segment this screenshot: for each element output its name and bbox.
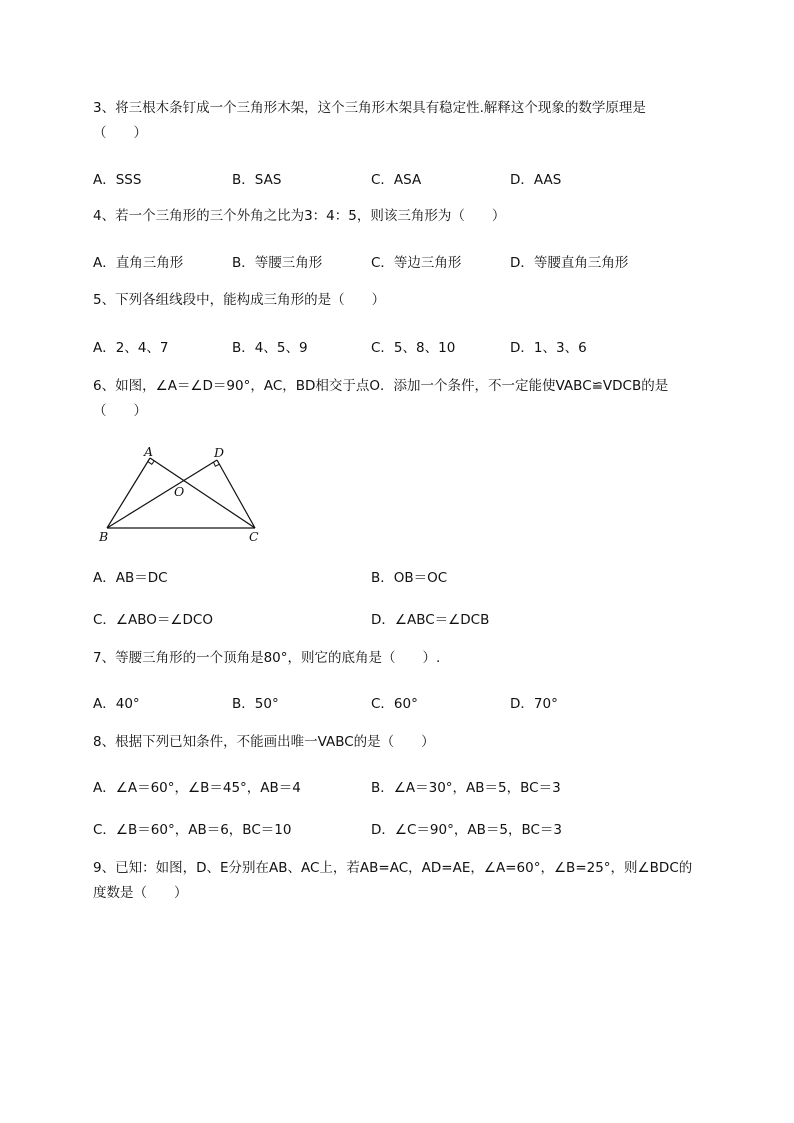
q7-option-b: B．50° bbox=[232, 696, 279, 712]
q6-option-d: D．∠ABC＝∠DCB bbox=[371, 612, 490, 628]
question-7 bbox=[93, 646, 733, 671]
q7-option-c: C．60° bbox=[371, 696, 418, 712]
q3-option-b: B．SAS bbox=[232, 172, 282, 188]
question-8-options-row-1 bbox=[93, 776, 733, 798]
label-d: D bbox=[214, 445, 225, 460]
question-8-options-row-2 bbox=[93, 818, 733, 840]
question-6 bbox=[93, 374, 733, 424]
label-a: A bbox=[144, 444, 154, 459]
question-5 bbox=[93, 288, 733, 313]
label-o: O bbox=[174, 484, 185, 499]
question-8-text: 8、根据下列已知条件，不能画出唯一VABC的是（ ） bbox=[93, 734, 435, 750]
q5-option-d: D．1、3、6 bbox=[510, 340, 587, 356]
triangle-figure bbox=[95, 444, 270, 544]
segment-bd bbox=[107, 460, 217, 528]
question-4-text: 4、若一个三角形的三个外角之比为3：4：5，则该三角形为（ ） bbox=[93, 208, 506, 224]
q5-option-c: C．5、8、10 bbox=[371, 340, 456, 356]
q4-option-d: D．等腰直角三角形 bbox=[510, 255, 629, 271]
label-b: B bbox=[99, 529, 109, 544]
question-9-text-line-2: 度数是（ ） bbox=[93, 885, 188, 901]
segment-dc bbox=[217, 460, 255, 528]
question-6-answer-paren: （ ） bbox=[93, 403, 147, 419]
question-9 bbox=[93, 856, 733, 906]
q3-option-a: A．SSS bbox=[93, 172, 142, 188]
question-7-options bbox=[93, 692, 733, 714]
right-angle-mark-a bbox=[148, 461, 154, 464]
q7-option-a: A．40° bbox=[93, 696, 140, 712]
segment-ab bbox=[107, 458, 150, 528]
q6-option-c: C．∠ABO＝∠DCO bbox=[93, 612, 213, 628]
q8-option-c: C．∠B＝60°，AB＝6，BC＝10 bbox=[93, 822, 292, 838]
q4-option-c: C．等边三角形 bbox=[371, 255, 462, 271]
question-6-options-row-2 bbox=[93, 608, 733, 630]
q4-option-a: A．直角三角形 bbox=[93, 255, 184, 271]
question-3-text: 3、将三根木条钉成一个三角形木架，这个三角形木架具有稳定性.解释这个现象的数学原理是 bbox=[93, 100, 646, 116]
q5-option-b: B．4、5、9 bbox=[232, 340, 308, 356]
q6-option-b: B．OB＝OC bbox=[371, 570, 448, 586]
q4-option-b: B．等腰三角形 bbox=[232, 255, 323, 271]
question-6-text: 6、如图，∠A＝∠D＝90°，AC，BD相交于点O．添加一个条件，不一定能使VABC≌VDCB的是 bbox=[93, 378, 669, 394]
q8-option-b: B．∠A＝30°，AB＝5，BC＝3 bbox=[371, 780, 561, 796]
label-c: C bbox=[249, 529, 259, 544]
q7-option-d: D．70° bbox=[510, 696, 558, 712]
question-8 bbox=[93, 730, 733, 755]
question-3 bbox=[93, 96, 733, 146]
question-6-options-row-1 bbox=[93, 566, 733, 588]
question-4-options bbox=[93, 251, 733, 273]
q3-option-c: C．ASA bbox=[371, 172, 422, 188]
q8-option-d: D．∠C＝90°，AB＝5，BC＝3 bbox=[371, 822, 562, 838]
question-3-options bbox=[93, 168, 733, 190]
q3-option-d: D．AAS bbox=[510, 172, 562, 188]
question-7-text: 7、等腰三角形的一个顶角是80°，则它的底角是（ ）. bbox=[93, 650, 441, 666]
question-4 bbox=[93, 204, 733, 229]
question-9-text: 9、已知：如图，D、E分别在AB、AC上，若AB=AC，AD=AE，∠A=60°，∠B=25°，则∠BDC的 bbox=[93, 860, 693, 876]
question-5-text: 5、下列各组线段中，能构成三角形的是（ ） bbox=[93, 292, 386, 308]
q8-option-a: A．∠A＝60°，∠B＝45°，AB＝4 bbox=[93, 780, 301, 796]
question-5-options bbox=[93, 336, 733, 358]
q6-option-a: A．AB＝DC bbox=[93, 570, 168, 586]
q5-option-a: A．2、4、7 bbox=[93, 340, 169, 356]
question-3-answer-paren: （ ） bbox=[93, 125, 147, 141]
